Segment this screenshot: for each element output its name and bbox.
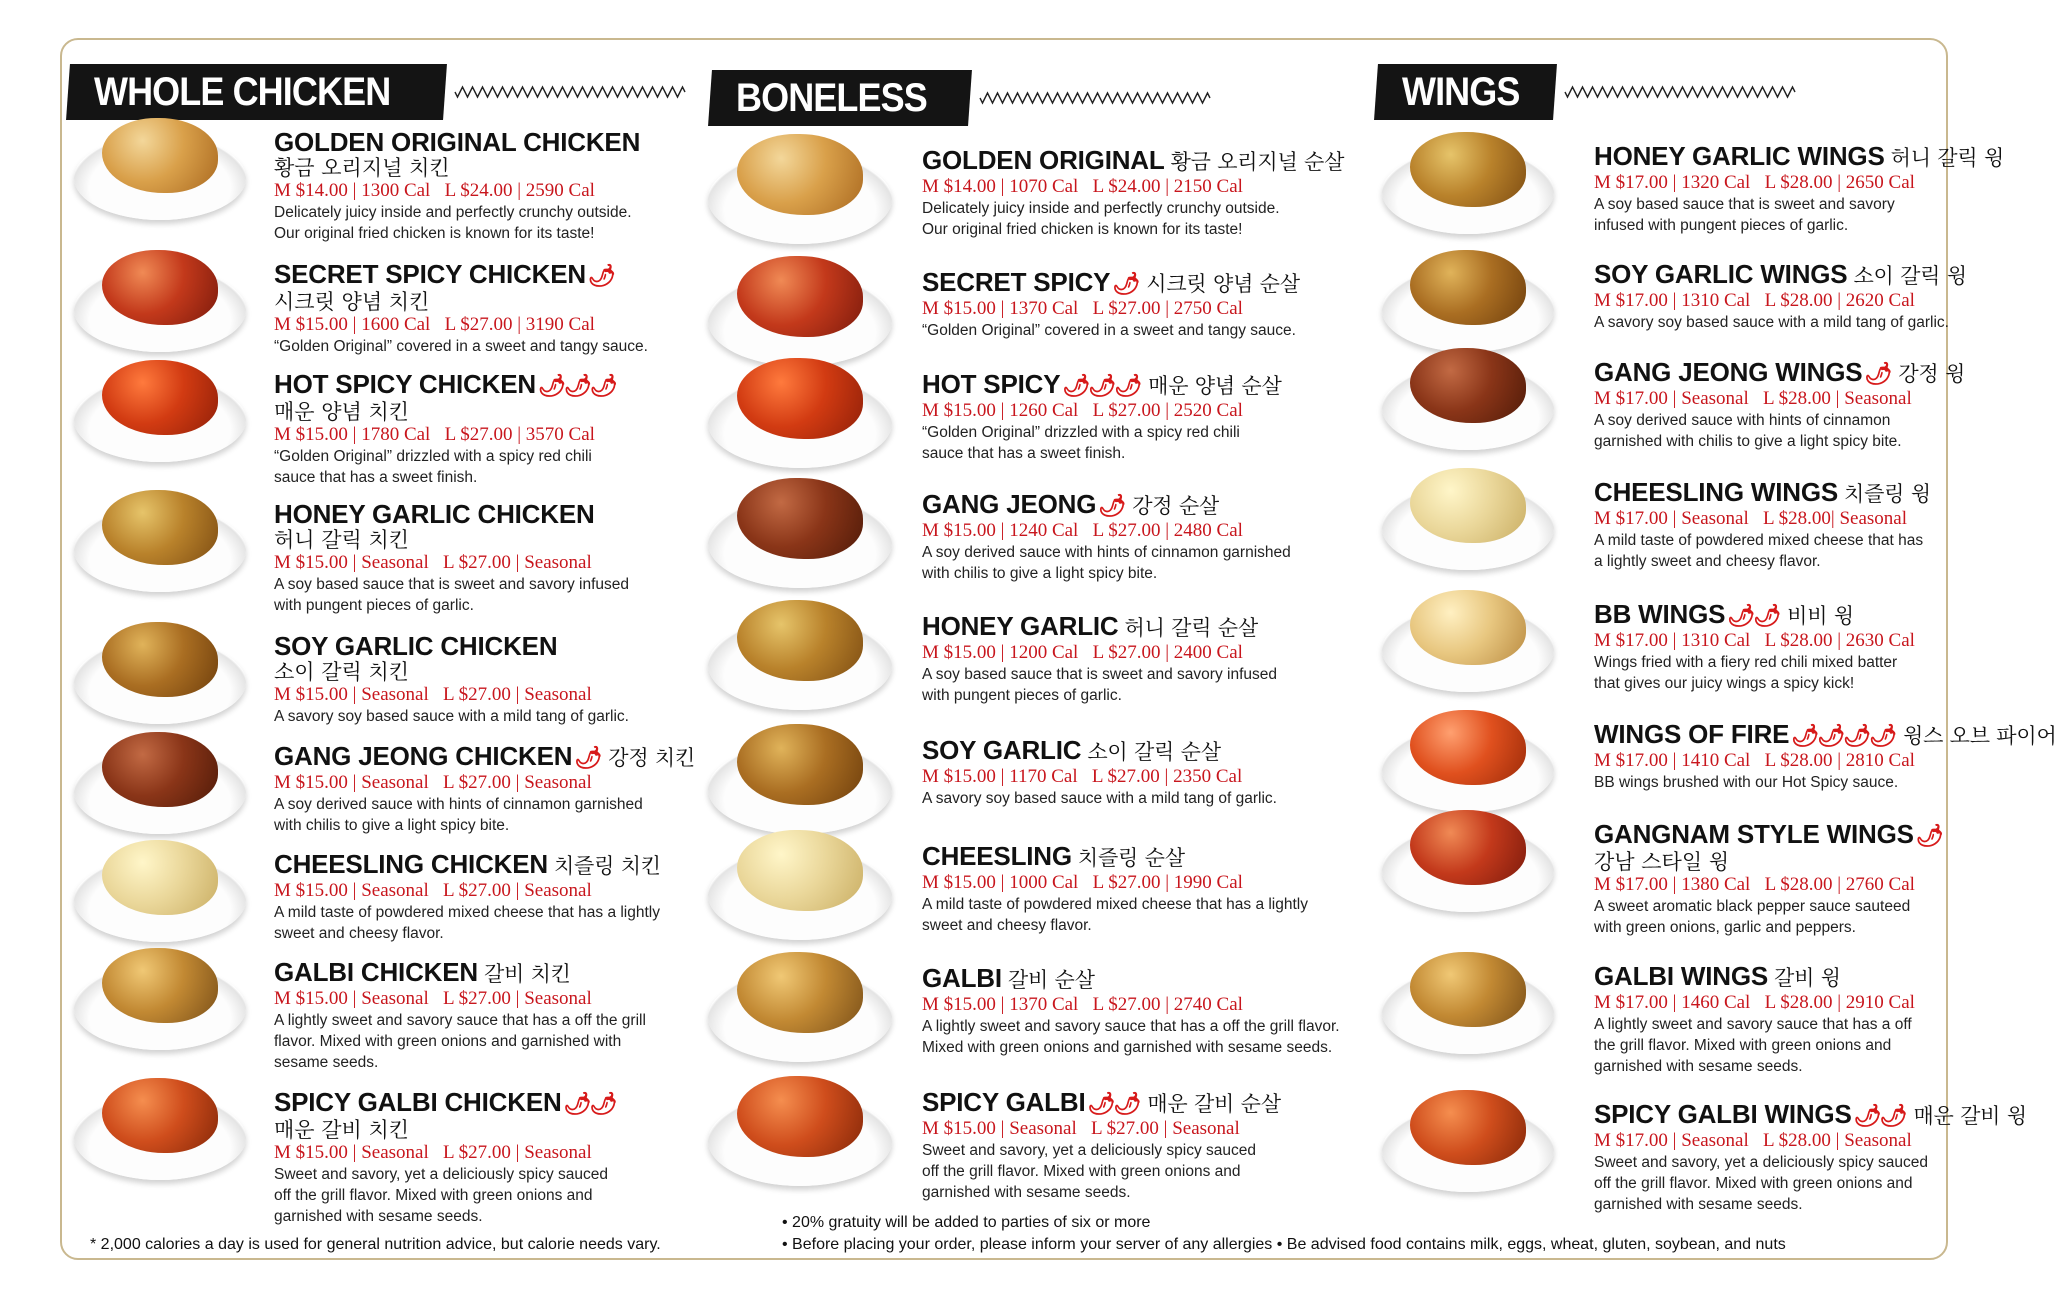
food-plate-image — [708, 850, 892, 940]
item-korean-name: 시크릿 양념 치킨 — [274, 290, 430, 314]
section-header — [1376, 64, 1795, 120]
item-text — [1594, 962, 1915, 1077]
item-description: sesame seeds. — [274, 1054, 379, 1071]
zigzag-divider — [1565, 84, 1795, 100]
food-plate-image — [1382, 828, 1554, 912]
item-price: M $15.00 | 1370 Cal L $27.00 | 2740 Cal — [922, 994, 1243, 1015]
fried-chicken-pile — [1410, 132, 1527, 208]
item-price: M $15.00 | 1370 Cal L $27.00 | 2750 Cal — [922, 298, 1243, 319]
item-name: GOLDEN ORIGINAL 황금 오리지널 순살 — [922, 145, 1345, 175]
item-text — [1594, 260, 1967, 333]
item-description: A soy based sauce that is sweet and savory — [1594, 196, 1895, 213]
item-korean-name: 비비 윙 — [1787, 604, 1854, 628]
item-korean-name: 시크릿 양념 순살 — [1146, 272, 1300, 296]
allergy-note: • Before placing your order, please inform your server of any allergies • Be advised food contains milk, eggs, wheat, gluten, soybean, and nuts — [782, 1236, 1786, 1253]
item-description: with chilis to give a light spicy bite. — [922, 565, 1158, 582]
fried-chicken-pile — [1410, 952, 1527, 1028]
item-price: M $17.00 | Seasonal L $28.00| Seasonal — [1594, 508, 1907, 529]
item-description: off the grill flavor. Mixed with green onions and — [922, 1163, 1241, 1180]
chili-pepper-icon: 🌶 — [1098, 493, 1125, 518]
food-plate-image — [74, 966, 246, 1050]
item-description: A mild taste of powdered mixed cheese that has a lightly — [274, 904, 660, 921]
item-description: A soy derived sauce with hints of cinnamon — [1594, 412, 1891, 429]
item-description: sauce that has a sweet finish. — [274, 469, 478, 486]
fried-chicken-pile — [102, 490, 219, 566]
item-description: garnished with chilis to give a light spicy bite. — [1594, 433, 1902, 450]
food-plate-image — [1382, 1108, 1554, 1192]
fried-chicken-pile — [1410, 250, 1527, 326]
item-price: M $17.00 | 1380 Cal L $28.00 | 2760 Cal — [1594, 874, 1915, 895]
calories-note: * 2,000 calories a day is used for general nutrition advice, but calorie needs vary. — [90, 1236, 661, 1253]
food-plate-image — [708, 744, 892, 834]
item-description: A lightly sweet and savory sauce that has a off — [1594, 1016, 1912, 1033]
item-name: GALBI 갈비 순살 — [922, 963, 1095, 993]
item-text — [1594, 358, 1965, 452]
item-name: SOY GARLIC CHICKEN — [274, 631, 558, 661]
item-name: GANGNAM STYLE WINGS🌶 — [1594, 819, 1942, 849]
item-korean-name: 소이 갈릭 순살 — [1087, 740, 1221, 764]
fried-chicken-pile — [737, 830, 862, 911]
item-price: M $15.00 | 1260 Cal L $27.00 | 2520 Cal — [922, 400, 1243, 421]
item-description: with pungent pieces of garlic. — [922, 687, 1122, 704]
item-description: A lightly sweet and savory sauce that has a off the grill — [274, 1012, 646, 1029]
item-price: M $15.00 | 1170 Cal L $27.00 | 2350 Cal — [922, 766, 1243, 787]
item-korean-name: 허니 갈릭 순살 — [1124, 616, 1258, 640]
chili-pepper-icon: 🌶🌶 — [1853, 1103, 1906, 1128]
item-korean-name: 매운 갈비 치킨 — [274, 1118, 410, 1142]
fried-chicken-pile — [102, 360, 219, 436]
item-description: the grill flavor. Mixed with green onions and — [1594, 1037, 1892, 1054]
item-description: Sweet and savory, yet a deliciously spicy sauced — [922, 1142, 1256, 1159]
food-plate-image — [1382, 366, 1554, 450]
item-description: Wings fried with a fiery red chili mixed batter — [1594, 654, 1898, 671]
item-price: M $15.00 | Seasonal L $27.00 | Seasonal — [274, 1142, 592, 1163]
item-name: SECRET SPICY🌶 시크릿 양념 순살 — [922, 267, 1300, 297]
item-description: Delicately juicy inside and perfectly crunchy outside. — [922, 200, 1280, 217]
chili-pepper-icon: 🌶 — [574, 745, 601, 770]
item-description: with pungent pieces of garlic. — [274, 597, 474, 614]
item-text — [1594, 600, 1915, 694]
item-description: a lightly sweet and cheesy flavor. — [1594, 553, 1821, 570]
item-description: Sweet and savory, yet a deliciously spicy sauced — [274, 1166, 608, 1183]
item-price: M $17.00 | 1460 Cal L $28.00 | 2910 Cal — [1594, 992, 1915, 1013]
item-text — [922, 736, 1277, 809]
item-korean-name: 매운 양념 치킨 — [274, 400, 410, 424]
chili-pepper-icon: 🌶🌶🌶 — [1062, 373, 1141, 398]
item-korean-name: 치즐링 윙 — [1844, 482, 1931, 506]
item-korean-name: 갈비 윙 — [1774, 966, 1841, 990]
item-description: flavor. Mixed with green onions and garnished with — [274, 1033, 622, 1050]
fried-chicken-pile — [737, 724, 862, 805]
item-price: M $15.00 | Seasonal L $27.00 | Seasonal — [274, 988, 592, 1009]
item-name: CHEESLING WINGS 치즐링 윙 — [1594, 477, 1931, 507]
item-korean-name: 강정 윙 — [1898, 362, 1966, 386]
item-description: garnished with sesame seeds. — [274, 1208, 483, 1225]
fried-chicken-pile — [737, 1076, 862, 1157]
item-description: Mixed with green onions and garnished with sesame seeds. — [922, 1039, 1333, 1056]
item-korean-name: 갈비 순살 — [1007, 968, 1095, 992]
item-korean-name: 허니 갈릭 윙 — [1890, 146, 2004, 170]
fried-chicken-pile — [737, 134, 862, 215]
item-description: that gives our juicy wings a spicy kick! — [1594, 675, 1855, 692]
item-description: sauce that has a sweet finish. — [922, 445, 1126, 462]
item-name: GOLDEN ORIGINAL CHICKEN — [274, 127, 641, 157]
item-price: M $17.00 | 1410 Cal L $28.00 | 2810 Cal — [1594, 750, 1915, 771]
item-text — [922, 842, 1308, 936]
item-description: off the grill flavor. Mixed with green onions and — [274, 1187, 593, 1204]
food-plate-image — [74, 858, 246, 942]
item-description: A savory soy based sauce with a mild tang of garlic. — [274, 708, 629, 725]
item-name: HONEY GARLIC CHICKEN — [274, 499, 595, 529]
item-korean-name: 매운 갈비 순살 — [1147, 1092, 1281, 1116]
item-name: WINGS OF FIRE🌶🌶🌶🌶 윙스 오브 파이어 — [1594, 719, 2057, 749]
food-plate-image — [1382, 150, 1554, 234]
fried-chicken-pile — [102, 250, 219, 326]
item-korean-name: 소이 갈릭 윙 — [1853, 264, 1967, 288]
item-description: sweet and cheesy flavor. — [922, 917, 1092, 934]
item-price: M $15.00 | Seasonal L $27.00 | Seasonal — [274, 552, 592, 573]
food-plate-image — [1382, 268, 1554, 352]
item-korean-name: 갈비 치킨 — [483, 962, 571, 986]
item-korean-name: 강남 스타일 윙 — [1594, 850, 1730, 874]
item-name: SPICY GALBI🌶🌶 매운 갈비 순살 — [922, 1087, 1281, 1117]
item-price: M $15.00 | 1240 Cal L $27.00 | 2480 Cal — [922, 520, 1243, 541]
item-name: SOY GARLIC 소이 갈릭 순살 — [922, 735, 1221, 765]
zigzag-divider — [455, 84, 685, 100]
item-price: M $17.00 | 1310 Cal L $28.00 | 2630 Cal — [1594, 630, 1915, 651]
food-plate-image — [74, 378, 246, 462]
gratuity-note: • 20% gratuity will be added to parties of six or more — [782, 1214, 1151, 1231]
item-description: off the grill flavor. Mixed with green onions and — [1594, 1175, 1913, 1192]
item-description: with chilis to give a light spicy bite. — [274, 817, 510, 834]
food-plate-image — [74, 1096, 246, 1180]
item-price: M $17.00 | 1320 Cal L $28.00 | 2650 Cal — [1594, 172, 1915, 193]
item-korean-name: 소이 갈릭 치킨 — [274, 660, 410, 684]
item-korean-name: 강정 순살 — [1132, 494, 1220, 518]
item-description: Delicately juicy inside and perfectly crunchy outside. — [274, 204, 632, 221]
food-plate-image — [708, 972, 892, 1062]
item-text — [274, 1088, 617, 1227]
food-plate-image — [708, 620, 892, 710]
item-name: SECRET SPICY CHICKEN🌶 — [274, 259, 614, 289]
item-description: A sweet aromatic black pepper sauce sauteed — [1594, 898, 1911, 915]
fried-chicken-pile — [102, 1078, 219, 1154]
chili-pepper-icon: 🌶🌶 — [1087, 1091, 1140, 1116]
item-text — [274, 632, 629, 727]
item-text — [1594, 478, 1931, 572]
chili-pepper-icon: 🌶 — [587, 263, 614, 288]
item-text — [922, 370, 1282, 464]
item-description: A mild taste of powdered mixed cheese that has a lightly — [922, 896, 1308, 913]
item-description: A soy based sauce that is sweet and savory infused — [922, 666, 1277, 683]
item-text — [274, 260, 648, 357]
food-plate-image — [708, 276, 892, 366]
item-korean-name: 치즐링 순살 — [1077, 846, 1185, 870]
fried-chicken-pile — [737, 256, 862, 337]
item-description: sweet and cheesy flavor. — [274, 925, 444, 942]
item-price: M $15.00 | Seasonal L $27.00 | Seasonal — [274, 772, 592, 793]
item-name: HOT SPICY CHICKEN🌶🌶🌶 — [274, 369, 616, 399]
item-description: with green onions, garlic and peppers. — [1594, 919, 1856, 936]
item-description: A soy derived sauce with hints of cinnamon garnished — [922, 544, 1291, 561]
item-name: GANG JEONG🌶 강정 순살 — [922, 489, 1220, 519]
item-description: A lightly sweet and savory sauce that has a off the grill flavor. — [922, 1018, 1340, 1035]
item-text — [922, 268, 1300, 341]
food-plate-image — [708, 498, 892, 588]
item-price: M $14.00 | 1070 Cal L $24.00 | 2150 Cal — [922, 176, 1243, 197]
food-plate-image — [1382, 970, 1554, 1054]
section-title: WHOLE CHICKEN — [66, 64, 447, 120]
fried-chicken-pile — [1410, 1090, 1527, 1166]
fried-chicken-pile — [102, 840, 219, 916]
chili-pepper-icon: 🌶🌶🌶 — [537, 373, 616, 398]
item-korean-name: 강정 치킨 — [608, 746, 696, 770]
chili-pepper-icon: 🌶 — [1112, 271, 1139, 296]
section-header — [68, 64, 685, 120]
item-description: “Golden Original” covered in a sweet and tangy sauce. — [274, 338, 648, 355]
item-description: Our original fried chicken is known for its taste! — [922, 221, 1243, 238]
item-name: CHEESLING CHICKEN 치즐링 치킨 — [274, 849, 661, 879]
item-description: “Golden Original” drizzled with a spicy red chili — [274, 448, 592, 465]
item-name: GALBI CHICKEN 갈비 치킨 — [274, 957, 571, 987]
food-plate-image — [1382, 608, 1554, 692]
item-price: M $15.00 | 1200 Cal L $27.00 | 2400 Cal — [922, 642, 1243, 663]
item-text — [1594, 142, 2004, 236]
item-text — [274, 500, 629, 616]
food-plate-image — [708, 378, 892, 468]
chili-pepper-icon: 🌶🌶🌶🌶 — [1791, 723, 1896, 748]
fried-chicken-pile — [1410, 710, 1527, 786]
item-text — [1594, 820, 1944, 938]
item-price: M $15.00 | 1600 Cal L $27.00 | 3190 Cal — [274, 314, 595, 335]
food-plate-image — [74, 508, 246, 592]
item-description: A soy based sauce that is sweet and savory infused — [274, 576, 629, 593]
item-price: M $15.00 | Seasonal L $27.00 | Seasonal — [274, 684, 592, 705]
item-text — [922, 964, 1340, 1058]
item-text — [274, 850, 661, 944]
item-korean-name: 매운 갈비 윙 — [1913, 1104, 2027, 1128]
fried-chicken-pile — [737, 358, 862, 439]
fried-chicken-pile — [102, 948, 219, 1024]
food-plate-image — [74, 640, 246, 724]
food-plate-image — [708, 154, 892, 244]
food-plate-image — [74, 136, 246, 220]
fried-chicken-pile — [737, 952, 862, 1033]
item-description: “Golden Original” covered in a sweet and tangy sauce. — [922, 322, 1296, 339]
item-description: garnished with sesame seeds. — [1594, 1058, 1803, 1075]
item-name: GANG JEONG CHICKEN🌶 강정 치킨 — [274, 741, 696, 771]
item-description: BB wings brushed with our Hot Spicy sauce. — [1594, 774, 1899, 791]
item-name: SPICY GALBI WINGS🌶🌶 매운 갈비 윙 — [1594, 1099, 2027, 1129]
item-text — [922, 612, 1277, 706]
item-description: A soy derived sauce with hints of cinnamon garnished — [274, 796, 643, 813]
section-title: BONELESS — [708, 70, 972, 126]
item-description: garnished with sesame seeds. — [922, 1184, 1131, 1201]
chili-pepper-icon: 🌶🌶 — [563, 1091, 616, 1116]
food-plate-image — [74, 750, 246, 834]
chili-pepper-icon: 🌶 — [1864, 361, 1891, 386]
item-description: A mild taste of powdered mixed cheese that has — [1594, 532, 1924, 549]
item-name: BB WINGS🌶🌶 비비 윙 — [1594, 599, 1854, 629]
item-price: M $15.00 | Seasonal L $27.00 | Seasonal — [922, 1118, 1240, 1139]
item-text — [1594, 720, 2057, 793]
item-korean-name: 황금 오리지널 순살 — [1170, 150, 1345, 174]
item-name: SOY GARLIC WINGS 소이 갈릭 윙 — [1594, 259, 1967, 289]
item-name: SPICY GALBI CHICKEN🌶🌶 — [274, 1087, 616, 1117]
item-name: CHEESLING 치즐링 순살 — [922, 841, 1185, 871]
item-text — [1594, 1100, 2027, 1215]
item-description: A savory soy based sauce with a mild tang of garlic. — [1594, 314, 1949, 331]
section-header — [710, 70, 1210, 126]
item-name: HOT SPICY🌶🌶🌶 매운 양념 순살 — [922, 369, 1282, 399]
fried-chicken-pile — [737, 478, 862, 559]
item-text — [922, 1088, 1281, 1203]
item-korean-name: 허니 갈릭 치킨 — [274, 528, 410, 552]
item-name: HONEY GARLIC WINGS 허니 갈릭 윙 — [1594, 141, 2004, 171]
food-plate-image — [1382, 728, 1554, 812]
item-korean-name: 윙스 오브 파이어 — [1903, 724, 2057, 748]
item-korean-name: 치즐링 치킨 — [553, 854, 661, 878]
item-price: M $17.00 | Seasonal L $28.00 | Seasonal — [1594, 1130, 1912, 1151]
food-plate-image — [74, 268, 246, 352]
item-text — [274, 128, 640, 244]
fried-chicken-pile — [1410, 468, 1527, 544]
fried-chicken-pile — [1410, 590, 1527, 666]
item-korean-name: 매운 양념 순살 — [1148, 374, 1282, 398]
item-price: M $15.00 | 1000 Cal L $27.00 | 1990 Cal — [922, 872, 1243, 893]
item-description: garnished with sesame seeds. — [1594, 1196, 1803, 1213]
item-description: “Golden Original” drizzled with a spicy red chili — [922, 424, 1240, 441]
item-price: M $17.00 | Seasonal L $28.00 | Seasonal — [1594, 388, 1912, 409]
item-price: M $17.00 | 1310 Cal L $28.00 | 2620 Cal — [1594, 290, 1915, 311]
item-description: Our original fried chicken is known for its taste! — [274, 225, 595, 242]
fried-chicken-pile — [1410, 348, 1527, 424]
item-text — [274, 742, 695, 836]
item-price: M $15.00 | 1780 Cal L $27.00 | 3570 Cal — [274, 424, 595, 445]
fried-chicken-pile — [1410, 810, 1527, 886]
chili-pepper-icon: 🌶 — [1915, 823, 1942, 848]
item-description: Sweet and savory, yet a deliciously spicy sauced — [1594, 1154, 1928, 1171]
item-description: infused with pungent pieces of garlic. — [1594, 217, 1849, 234]
item-korean-name: 황금 오리지널 치킨 — [274, 156, 450, 180]
item-name: GALBI WINGS 갈비 윙 — [1594, 961, 1841, 991]
section-title: WINGS — [1374, 64, 1556, 120]
fried-chicken-pile — [737, 600, 862, 681]
item-text — [274, 958, 646, 1073]
item-price: M $14.00 | 1300 Cal L $24.00 | 2590 Cal — [274, 180, 595, 201]
item-price: M $15.00 | Seasonal L $27.00 | Seasonal — [274, 880, 592, 901]
item-description: A savory soy based sauce with a mild tang of garlic. — [922, 790, 1277, 807]
item-name: GANG JEONG WINGS🌶 강정 윙 — [1594, 357, 1966, 387]
food-plate-image — [708, 1096, 892, 1186]
zigzag-divider — [980, 90, 1210, 106]
item-text — [274, 370, 618, 488]
food-plate-image — [1382, 486, 1554, 570]
item-text — [922, 146, 1344, 240]
chili-pepper-icon: 🌶🌶 — [1727, 603, 1780, 628]
item-name: HONEY GARLIC 허니 갈릭 순살 — [922, 611, 1258, 641]
item-text — [922, 490, 1291, 584]
fried-chicken-pile — [102, 732, 219, 808]
fried-chicken-pile — [102, 622, 219, 698]
fried-chicken-pile — [102, 118, 219, 194]
